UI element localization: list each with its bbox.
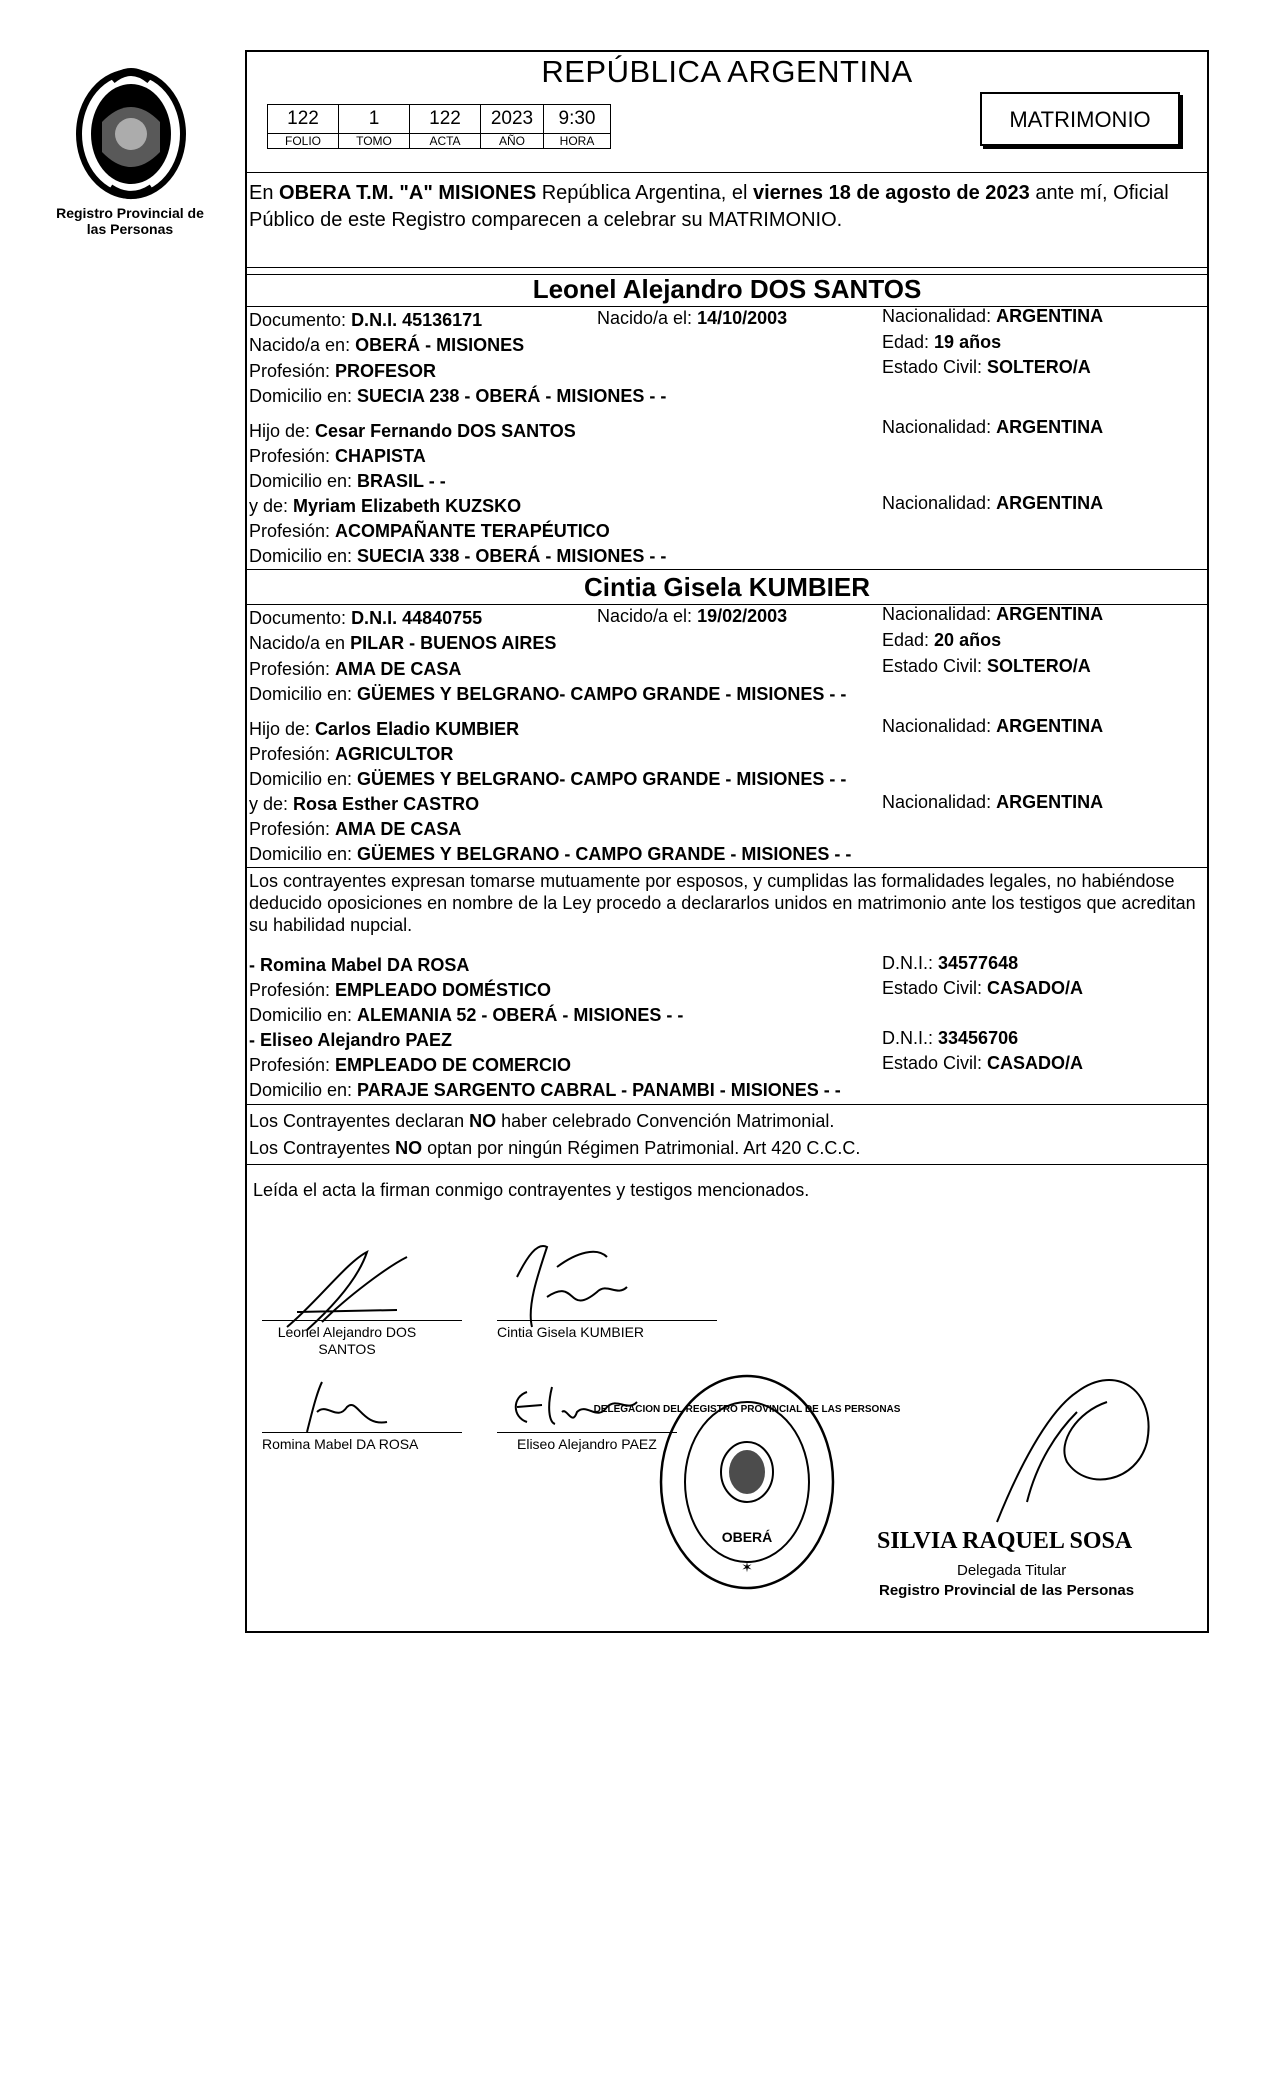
- seal-star-icon: ✶: [741, 1559, 753, 1575]
- marriage-certificate: [245, 50, 1209, 1633]
- ano-label: AÑO: [481, 134, 544, 149]
- witness1-signature-label: Romina Mabel DA ROSA: [262, 1436, 419, 1452]
- spouse1-name: Leonel Alejandro DOS SANTOS: [532, 274, 922, 304]
- official-role: Delegada Titular: [957, 1562, 1067, 1579]
- divider: [247, 867, 1207, 868]
- official-name: SILVIA RAQUEL SOSA: [877, 1528, 1133, 1554]
- seal-city-text: OBERÁ: [721, 1529, 773, 1545]
- signature-line: [262, 1320, 462, 1321]
- official-seal: [593, 1372, 901, 1592]
- convention-line-1: Los Contrayentes declaran NO haber celebrado Convención Matrimonial.: [249, 1111, 835, 1131]
- acta-value: 122: [410, 105, 481, 134]
- signature-line: [497, 1432, 677, 1433]
- spouse1-mother: y de: Myriam Elizabeth KUZSKO: [249, 496, 522, 516]
- spouse2-mother-profession: Profesión: AMA DE CASA: [249, 819, 462, 839]
- hora-label: HORA: [544, 134, 611, 149]
- spouse1-mother-address: Domicilio en: SUECIA 338 - OBERÁ - MISIONES - -: [249, 546, 667, 566]
- witness1-profession: Profesión: EMPLEADO DOMÉSTICO: [249, 980, 552, 1000]
- spouse2-civil-status: Estado Civil: SOLTERO/A: [882, 656, 1091, 676]
- witness2-name: - Eliseo Alejandro PAEZ: [249, 1030, 453, 1050]
- witness1-address: Domicilio en: ALEMANIA 52 - OBERÁ - MISIONES - -: [249, 1005, 684, 1025]
- signature-line: [497, 1320, 717, 1321]
- witness1-civil-status: Estado Civil: CASADO/A: [882, 978, 1084, 998]
- spouse2-father-nationality: Nacionalidad: ARGENTINA: [882, 716, 1104, 736]
- seal-stamp-icon: [593, 1372, 901, 1592]
- spouse1-father-address: Domicilio en: BRASIL - -: [249, 471, 446, 491]
- divider: [247, 267, 1207, 268]
- provincial-shield-icon: [72, 62, 190, 202]
- witness2-profession: Profesión: EMPLEADO DE COMERCIO: [249, 1055, 572, 1075]
- spouse1-signature-label: Leonel Alejandro DOS SANTOS: [277, 1324, 417, 1357]
- spouse1-mother-nationality: Nacionalidad: ARGENTINA: [882, 493, 1104, 513]
- folio-label: FOLIO: [268, 134, 339, 149]
- provincial-logo: [72, 62, 190, 202]
- record-fields-table: [267, 104, 611, 149]
- spouse1-father: Hijo de: Cesar Fernando DOS SANTOS: [249, 421, 576, 441]
- spouse1-birthdate: Nacido/a el: 14/10/2003: [597, 308, 788, 328]
- spouse2-father: Hijo de: Carlos Eladio KUMBIER: [249, 719, 520, 739]
- spouse2-mother-address: Domicilio en: GÜEMES Y BELGRANO - CAMPO GRANDE - MISIONES - -: [249, 844, 852, 864]
- witness2-dni: D.N.I.: 33456706: [882, 1028, 1019, 1048]
- divider: [247, 1104, 1207, 1105]
- witness1-dni: D.N.I.: 34577648: [882, 953, 1019, 973]
- hora-value: 9:30: [544, 105, 611, 134]
- spouse1-father-nationality: Nacionalidad: ARGENTINA: [882, 417, 1104, 437]
- witness2-civil-status: Estado Civil: CASADO/A: [882, 1053, 1084, 1073]
- spouse2-father-address: Domicilio en: GÜEMES Y BELGRANO- CAMPO GRANDE - MISIONES - -: [249, 769, 847, 789]
- spouse2-signature-label: Cintia Gisela KUMBIER: [497, 1324, 645, 1340]
- divider: [247, 569, 1207, 570]
- spouse2-documento: Documento: D.N.I. 44840755: [249, 608, 483, 628]
- spouse1-father-profession: Profesión: CHAPISTA: [249, 446, 426, 466]
- signature-line: [262, 1432, 462, 1433]
- spouse1-civil-status: Estado Civil: SOLTERO/A: [882, 357, 1091, 377]
- spouse1-documento: Documento: D.N.I. 45136171: [249, 310, 483, 330]
- folio-value: 122: [268, 105, 339, 134]
- spouse2-signature: [497, 1237, 647, 1337]
- tomo-value: 1: [339, 105, 410, 134]
- declaration-paragraph: Los contrayentes expresan tomarse mutuamente por esposos, y cumplidas las formalidades legales, no habiéndose deducido oposiciones en nombre de la Ley procedo a declararlos unidos en matrimonio ante los testigos que acreditan su habilidad nupcial.: [249, 871, 1196, 935]
- document-title: REPÚBLICA ARGENTINA: [541, 54, 913, 89]
- seal-ring-text: DELEGACION DEL REGISTRO PROVINCIAL DE LAS PERSONAS: [593, 1404, 901, 1415]
- spouse2-address: Domicilio en: GÜEMES Y BELGRANO- CAMPO GRANDE - MISIONES - -: [249, 684, 847, 704]
- spouse1-age: Edad: 19 años: [882, 332, 1002, 352]
- official-signature: [967, 1352, 1197, 1532]
- spouse1-birthplace: Nacido/a en: OBERÁ - MISIONES: [249, 335, 525, 355]
- acta-label: ACTA: [410, 134, 481, 149]
- spouse2-father-profession: Profesión: AGRICULTOR: [249, 744, 454, 764]
- ano-value: 2023: [481, 105, 544, 134]
- divider: [247, 1164, 1207, 1165]
- convention-line-2: Los Contrayentes NO optan por ningún Régimen Patrimonial. Art 420 C.C.C.: [249, 1138, 861, 1158]
- spouse1-mother-profession: Profesión: ACOMPAÑANTE TERAPÉUTICO: [249, 521, 610, 541]
- spouse2-birthdate: Nacido/a el: 19/02/2003: [597, 606, 788, 626]
- spouse2-mother: y de: Rosa Esther CASTRO: [249, 794, 480, 814]
- spouse2-birthplace: Nacido/a en PILAR - BUENOS AIRES: [249, 633, 557, 653]
- spouse1-profession: Profesión: PROFESOR: [249, 361, 437, 381]
- intro-paragraph: En OBERA T.M. "A" MISIONES República Argentina, el viernes 18 de agosto de 2023 ante mí, Oficial Público de este Registro comparecen a celebrar su MATRIMONIO.: [249, 182, 1169, 231]
- witness2-signature-label: Eliseo Alejandro PAEZ: [517, 1436, 657, 1452]
- spouse2-profession: Profesión: AMA DE CASA: [249, 659, 462, 679]
- closing-statement: Leída el acta la firman conmigo contrayentes y testigos mencionados.: [253, 1180, 810, 1200]
- spouse1-nationality: Nacionalidad: ARGENTINA: [882, 306, 1104, 326]
- registry-caption: Registro Provincial de las Personas: [56, 205, 204, 237]
- divider: [247, 172, 1207, 173]
- record-type-box: MATRIMONIO: [980, 92, 1180, 146]
- spouse2-age: Edad: 20 años: [882, 630, 1002, 650]
- spouse2-mother-nationality: Nacionalidad: ARGENTINA: [882, 792, 1104, 812]
- spouse1-address: Domicilio en: SUECIA 238 - OBERÁ - MISIONES - -: [249, 386, 667, 406]
- spouse2-nationality: Nacionalidad: ARGENTINA: [882, 604, 1104, 624]
- official-organization: Registro Provincial de las Personas: [879, 1582, 1135, 1599]
- witness1-name: - Romina Mabel DA ROSA: [249, 955, 470, 975]
- witness2-address: Domicilio en: PARAJE SARGENTO CABRAL - PANAMBI - MISIONES - -: [249, 1080, 841, 1100]
- spouse2-name: Cintia Gisela KUMBIER: [583, 572, 871, 602]
- tomo-label: TOMO: [339, 134, 410, 149]
